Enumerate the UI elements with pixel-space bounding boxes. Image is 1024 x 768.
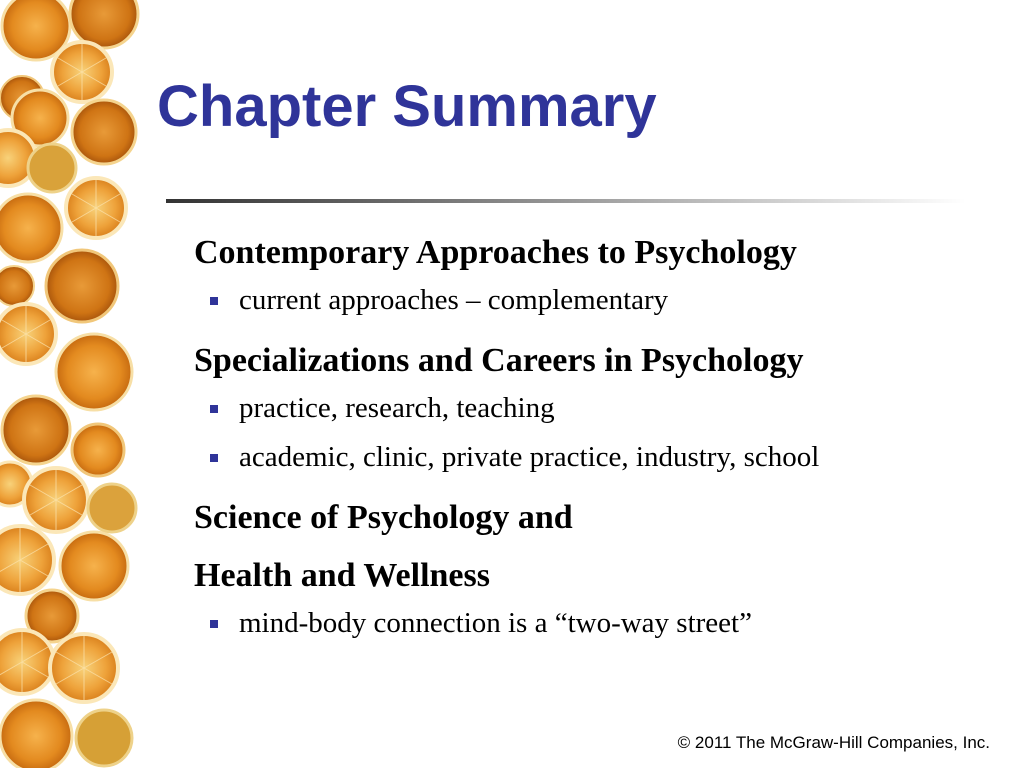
bullet-item <box>194 384 994 433</box>
section-heading-line-1: Science of Psychology and <box>194 499 573 536</box>
section-heading: Contemporary Approaches to Psychology <box>194 234 797 271</box>
bullet-text: practice, research, teaching <box>239 392 555 424</box>
copyright-notice: © 2011 The McGraw-Hill Companies, Inc. <box>677 733 990 752</box>
summary-content <box>194 230 994 648</box>
section-heading: Specializations and Careers in Psychology <box>194 342 804 379</box>
square-bullet-icon <box>210 620 218 628</box>
bullet-list <box>194 599 994 648</box>
square-bullet-icon <box>210 454 218 462</box>
bullet-text: current approaches – complementary <box>239 284 669 316</box>
section-specializations-careers <box>194 338 994 482</box>
slide-title: Chapter Summary <box>157 74 657 139</box>
square-bullet-icon <box>210 405 218 413</box>
bullet-text: mind-body connection is a “two-way street” <box>239 607 752 639</box>
section-science-health-wellness <box>194 495 994 648</box>
bullet-item <box>194 276 994 325</box>
section-contemporary-approaches <box>194 230 994 325</box>
bullet-list <box>194 276 994 325</box>
bullet-text: academic, clinic, private practice, industry, school <box>239 441 820 473</box>
square-bullet-icon <box>210 297 218 305</box>
section-heading-line-2: Health and Wellness <box>194 557 490 594</box>
title-divider <box>166 199 966 203</box>
orange-slices-illustration <box>0 0 150 768</box>
orange-slices-border-image <box>0 0 150 768</box>
bullet-item <box>194 433 994 482</box>
bullet-item <box>194 599 994 648</box>
bullet-list <box>194 384 994 482</box>
